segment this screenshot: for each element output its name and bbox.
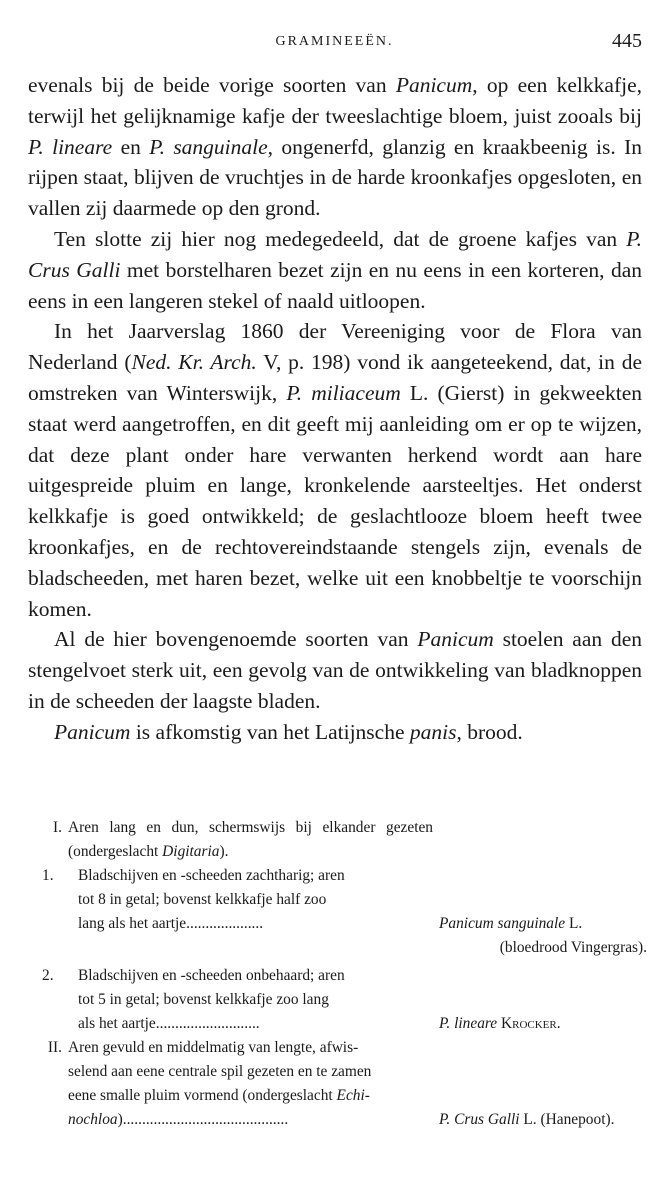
paragraph-5 bbox=[28, 717, 642, 748]
text-run: V, p. 198) vond ik aangeteekend, dat, in de omstreken van Winterswijk, bbox=[28, 350, 642, 405]
text-run: , op een kelkkafje, terwijl het gelijknamige kafje der tweeslachtige bloem, juist zooals bij bbox=[28, 73, 642, 128]
key-line: Aren gevuld en middelmatig van lengte, afwis- bbox=[68, 1039, 359, 1056]
paragraph-4 bbox=[28, 624, 642, 716]
italic-run: Panicum bbox=[54, 719, 131, 744]
text-run: In het Jaarverslag 1860 der Vereeniging voor de Flora van Nederland ( bbox=[28, 319, 642, 375]
paragraph-1 bbox=[28, 70, 642, 224]
italic-run: Echi- bbox=[336, 1087, 370, 1104]
key-number: II. bbox=[47, 1039, 62, 1056]
identification-key bbox=[28, 816, 647, 1132]
text-run: Aren lang en dun, schermswijs bij elkander gezeten (ondergeslacht bbox=[68, 819, 433, 860]
key-line: selend aan eene centrale spil gezeten en te zamen bbox=[68, 1063, 372, 1080]
species-latin: P. lineare bbox=[439, 1015, 498, 1032]
paragraph-2 bbox=[28, 224, 642, 316]
italic-run: panis bbox=[409, 719, 457, 744]
species-author: L. bbox=[523, 1111, 537, 1128]
species-name bbox=[439, 912, 582, 936]
text-run: eene smalle pluim vormend (ondergeslacht bbox=[68, 1087, 337, 1104]
text-run: lang als het aartje bbox=[78, 915, 187, 932]
species-latin: Panicum sanguinale bbox=[439, 915, 566, 932]
text-run: met borstelharen bezet zijn en nu eens in een korteren, dan eens in een langeren stekel of naald uitloopen. bbox=[28, 257, 642, 313]
key-line: Bladschijven en -scheeden onbehaard; aren bbox=[78, 967, 345, 984]
text-run: evenals bij de beide vorige soorten van bbox=[28, 73, 396, 97]
italic-run: Ned. Kr. Arch. bbox=[131, 350, 257, 375]
key-line bbox=[78, 1012, 647, 1036]
italic-run: P. sanguinale bbox=[149, 134, 268, 159]
italic-run: Panicum bbox=[395, 73, 473, 97]
running-head bbox=[0, 30, 669, 54]
italic-run: Digitaria bbox=[162, 843, 220, 860]
running-title: GRAMINEEËN. bbox=[275, 34, 394, 49]
dot-leader: ........................................... bbox=[122, 1111, 289, 1128]
key-line: tot 8 in getal; bovenst kelkkafje half zoo bbox=[78, 891, 327, 908]
text-run: , brood. bbox=[456, 719, 523, 744]
key-entry-I bbox=[28, 816, 647, 864]
text-run: stoelen aan den stengelvoet sterk uit, een gevolg van de ontwikkeling van bladknoppen in de scheeden der laagste bladen. bbox=[28, 627, 643, 713]
text-run: Al de hier bovengenoemde soorten van bbox=[54, 627, 418, 652]
text-run: ) bbox=[117, 1111, 123, 1128]
species-author: Krocker. bbox=[501, 1015, 561, 1032]
species-vernacular: (Hanepoot). bbox=[540, 1111, 615, 1128]
key-number: 1. bbox=[42, 867, 54, 884]
species-name bbox=[439, 1108, 614, 1132]
text-run: Ten slotte zij hier nog medegedeeld, dat de groene kafjes van bbox=[54, 226, 627, 251]
text-run: en bbox=[112, 134, 150, 159]
italic-run: P. miliaceum bbox=[286, 380, 401, 405]
italic-run: nochloa bbox=[68, 1111, 118, 1128]
text-run: als het aartje bbox=[78, 1015, 156, 1032]
text-run: L. (Gierst) in gekweekten staat werd aangetroffen, en dit geeft mij aanleiding om er op te wijzen, dat deze plant onder hare verwanten herkend wordt aan hare uitgespreide pluim en lange, kronkelende aarsteeltjes. Het onderst kelkkafje is goed ontwikkeld; de geslachtlooze bloem heeft twee kroonkafjes, en de rechtovereindstaande stengels zijn, evenals de bladscheeden, met haren bezet, welke uit een knobbeltje te voorschijn komen. bbox=[28, 380, 643, 621]
body-text bbox=[28, 70, 642, 748]
text-run: ). bbox=[219, 843, 229, 860]
species-author: L. bbox=[568, 915, 583, 932]
key-entry-1 bbox=[42, 864, 647, 960]
species-name bbox=[439, 1012, 561, 1036]
paragraph-3 bbox=[28, 316, 642, 624]
key-entry-2 bbox=[42, 964, 647, 1036]
key-text bbox=[68, 816, 433, 864]
species-vernacular: (bloedrood Vingergras). bbox=[499, 939, 647, 956]
page-number: 445 bbox=[612, 30, 642, 52]
italic-run: Panicum bbox=[417, 627, 494, 652]
dot-leader: ........................... bbox=[155, 1015, 260, 1032]
text-run: is afkomstig van het Latijnsche bbox=[130, 719, 410, 744]
dot-leader: .................... bbox=[186, 915, 264, 932]
key-line: Bladschijven en -scheeden zachtharig; aren bbox=[78, 867, 345, 884]
species-latin: P. Crus Galli bbox=[439, 1111, 520, 1128]
key-line bbox=[68, 1084, 647, 1108]
text-run: , ongenerfd, glanzig en kraakbeenig is. In rijpen staat, blijven de vruchtjes in de harde kroonkafjes opgesloten, en vallen zij daarmede op den grond. bbox=[28, 134, 642, 221]
key-number: 2. bbox=[42, 967, 54, 984]
key-entry-II bbox=[28, 1036, 647, 1132]
key-line: tot 5 in getal; bovenst kelkkafje zoo lang bbox=[78, 991, 329, 1008]
key-number: I. bbox=[53, 819, 62, 836]
italic-run: P. Crus Galli bbox=[28, 226, 642, 282]
italic-run: P. lineare bbox=[28, 134, 113, 159]
